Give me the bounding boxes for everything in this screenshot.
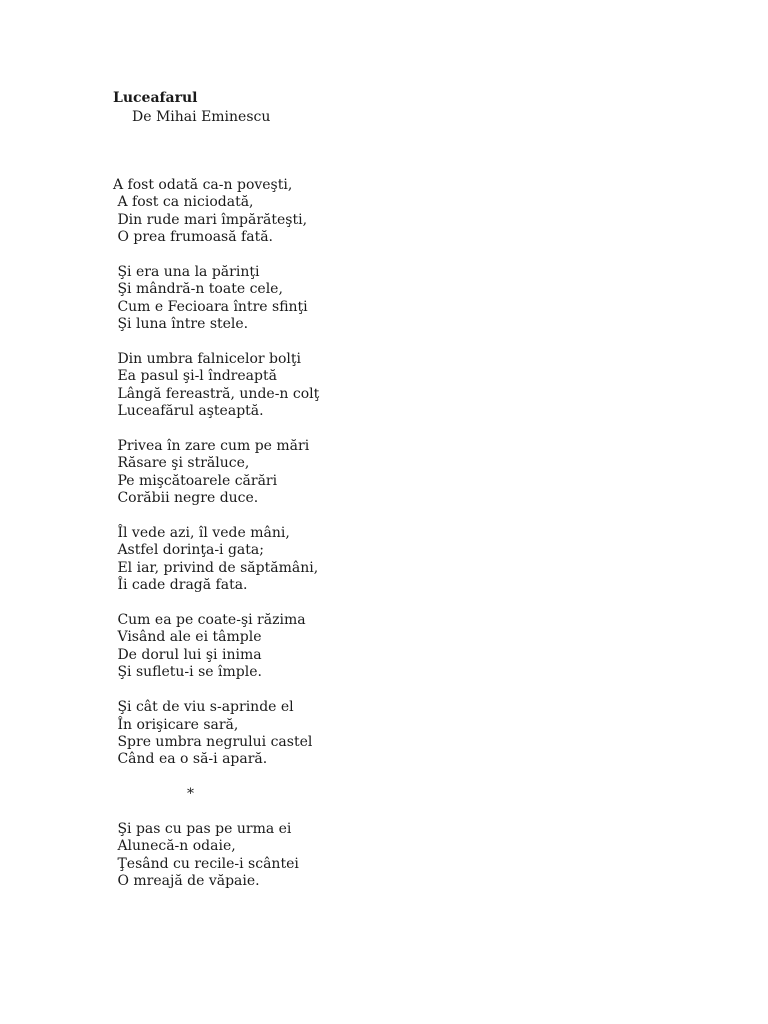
- poem-line: Ea pasul şi-l îndreaptă: [113, 368, 277, 385]
- stanza: [113, 351, 513, 421]
- poem-line: Astfel dorinţa-i gata;: [113, 542, 264, 559]
- poem-line: Spre umbra negrului castel: [113, 733, 313, 750]
- poem-line: O prea frumoasă fată.: [113, 229, 273, 246]
- poem-line: Şi cât de viu s-aprinde el: [113, 699, 294, 716]
- poem-line: Privea în zare cum pe mări: [113, 438, 310, 455]
- poem-line: În orişicare sară,: [113, 716, 239, 733]
- poem-line: Şi mândră-n toate cele,: [113, 281, 283, 298]
- poem-line: Luceafărul aşteaptă.: [113, 403, 264, 420]
- poem-line: A fost odată ca-n poveşti,: [113, 177, 293, 193]
- poem-line: El iar, privind de săptămâni,: [113, 559, 319, 576]
- stanza: [113, 264, 513, 334]
- stanza: [113, 177, 513, 247]
- stanza: [113, 438, 513, 508]
- poem-line: Îi cade dragă fata.: [113, 577, 248, 594]
- poem-line: Când ea o să-i apară.: [113, 751, 268, 768]
- poem-line: Şi sufletu-i se împle.: [113, 664, 262, 681]
- poem-line: Din rude mari împărăteşti,: [113, 211, 308, 228]
- poem-line: Şi luna între stele.: [113, 316, 249, 333]
- poem-line: Cum ea pe coate-şi răzima: [113, 612, 306, 629]
- poem-line: Cum e Fecioara între sfinţi: [113, 298, 308, 315]
- stanza: [113, 525, 513, 595]
- poem-line: Pe mişcătoarele cărări: [113, 472, 278, 489]
- poem-line: Din umbra falnicelor bolţi: [113, 351, 302, 368]
- poem-line: Şi pas cu pas pe urma ei: [113, 820, 292, 837]
- poem-line: A fost ca niciodată,: [113, 194, 254, 211]
- poem-line: Îl vede azi, îl vede mâni,: [113, 525, 290, 542]
- poem-line: Ţesând cu recile-i scântei: [113, 855, 299, 872]
- section-separator: *: [187, 786, 194, 803]
- poem-line: Alunecă-n odaie,: [113, 838, 236, 855]
- poem-author: De Mihai Eminescu: [132, 109, 271, 125]
- stanza: [113, 821, 513, 891]
- stanza: [113, 612, 513, 682]
- stanza: [113, 699, 513, 769]
- poem-title: Luceafarul: [113, 90, 198, 106]
- poem-line: O mreajă de văpaie.: [113, 873, 260, 890]
- poem-line: Corăbii negre duce.: [113, 490, 259, 507]
- poem-line: Şi era una la părinţi: [113, 264, 260, 281]
- poem-line: Lângă fereastră, unde-n colţ: [113, 385, 320, 402]
- poem-line: Răsare şi străluce,: [113, 455, 250, 472]
- poem-line: Visând ale ei tâmple: [113, 629, 262, 646]
- poem-body: [113, 177, 513, 908]
- poem-line: De dorul lui şi inima: [113, 646, 262, 663]
